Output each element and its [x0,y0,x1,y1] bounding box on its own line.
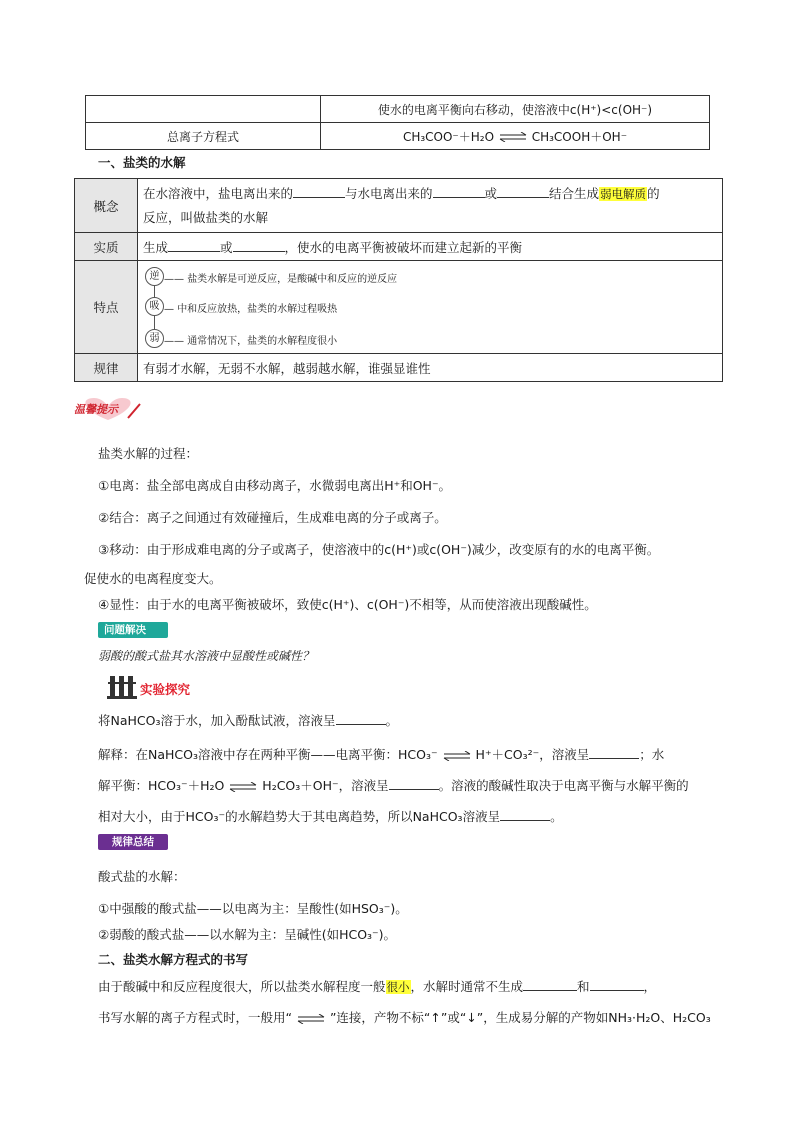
essence-text-c: ，使水的电离平衡被破坏而建立起新的平衡 [284,239,523,255]
writing-text-d: ， [643,979,657,994]
explanation-text-c: ；水 [639,747,665,762]
explanation-line-2 [98,776,689,794]
essence-label: 实质 [75,233,138,261]
concept-text-b: 与水电离出来的 [345,185,433,201]
process-item-4: ④显性：由于水的电离平衡被破坏，致使c(H⁺)、c(OH⁻)不相等，从而使溶液出现酸碱性。 [98,597,597,612]
explanation-text-d: 解平衡：HCO₃⁻＋H₂O [98,778,225,793]
feature-text-0: 盐类水解是可逆反应，是酸碱中和反应的逆反应 [187,274,398,285]
reversible-arrow-icon [498,132,528,142]
writing-text-a: 由于酸碱中和反应程度很大，所以盐类水解程度一般 [98,979,386,994]
concept-text-a: 在水溶液中，盐电离出来的 [143,185,294,201]
blank [497,187,549,198]
rule-summary-tag: 规律总结 [98,834,168,850]
concept-text-e: 的 [647,185,660,201]
essence-cell [138,233,723,261]
top-table-empty-cell [86,96,321,123]
explanation-text-f: 。溶液的酸碱性取决于电离平衡与水解平衡的 [438,778,689,793]
feature-text-endothermic: — 中和反应放热，盐类的水解过程吸热 [164,304,338,315]
section-1-title: 一、盐类的水解 [98,155,186,170]
experiment-text-b: 。 [385,713,399,728]
acid-salt-item-2: ②弱酸的酸式盐——以水解为主：呈碱性(如HCO₃⁻)。 [98,927,397,942]
process-item-1: ①电离：盐全部电离成自由移动离子，水微弱电离出H⁺和OH⁻。 [98,478,452,493]
experiment-text-a: 将NaHCO₃溶于水，加入酚酞试液，溶液呈 [98,713,336,728]
blank [168,241,220,252]
feature-label: 特点 [75,261,138,354]
feature-cell [138,261,723,354]
equation-left: CH₃COO⁻＋H₂O [402,129,495,144]
acid-salt-title: 酸式盐的水解： [98,869,186,884]
highlight-very-small: 很小 [386,980,410,994]
experiment-line-1 [98,711,398,729]
concept-text-f: 反应，叫做盐类的水解 [143,209,269,225]
process-item-3a: ③移动：由于形成难电离的分子或离子，使溶液中的c(H⁺)或c(OH⁻)减少，改变原有的水的电离平衡。 [98,542,660,557]
feature-mark-reversible: 逆 [145,267,164,286]
concept-text-c: 或 [484,185,498,201]
reversible-arrow-icon [442,751,472,761]
feature-text-reversible: —— 盐类水解是可逆反应，是酸碱中和反应的逆反应 [164,274,398,285]
explanation-line-3 [98,807,563,825]
writing-text-f: ”连接，产物不标“↑”或“↓”，生成易分解的产物如NH₃·H₂O、H₂CO₃ [329,1010,711,1025]
writing-text-e: 书写水解的离子方程式时，一般用“ [98,1010,292,1025]
writing-text-c: 和 [577,979,590,994]
problem-solving-tag: 问题解决 [98,622,168,638]
explanation-text-a: 解释：在NaHCO₃溶液中存在两种平衡——电离平衡：HCO₃⁻ [98,747,438,762]
blank [523,980,577,991]
top-table [85,95,710,150]
tip-logo [72,396,144,422]
feature-text-1: 中和反应放热，盐类的水解过程吸热 [177,304,338,315]
question-text: 弱酸的酸式盐其水溶液中显酸性或碱性？ [98,649,315,663]
blank [589,748,639,759]
rule-cell: 有弱才水解，无弱不水解，越弱越水解，谁强显谁性 [138,354,723,382]
blank [293,187,345,198]
feature-text-weak: —— 通常情况下，盐类的水解程度很小 [164,336,338,347]
blank [389,779,439,790]
total-ionic-equation-label: 总离子方程式 [86,123,321,150]
process-title: 盐类水解的过程： [98,446,199,461]
top-table-effect-cell: 使水的电离平衡向右移动，使溶液中c(H⁺)<c(OH⁻) [321,96,710,123]
total-ionic-equation [321,123,710,150]
concept-table [74,178,723,382]
highlight-weak-electrolyte: 弱电解质 [600,186,647,201]
explanation-text-g: 相对大小，由于HCO₃⁻的水解趋势大于其电离趋势，所以NaHCO₃溶液呈 [98,809,501,824]
essence-text-a: 生成 [143,239,169,255]
explanation-line-1 [98,745,664,763]
reversible-arrow-icon [228,782,258,792]
test-tubes-icon [106,674,138,700]
blank [336,714,386,725]
blank [433,187,485,198]
feature-diagram [138,261,722,353]
rule-label: 规律 [75,354,138,382]
explanation-text-e: H₂CO₃＋OH⁻，溶液呈 [262,778,389,793]
concept-cell [138,179,723,233]
essence-text-b: 或 [220,239,233,255]
feature-text-2: 通常情况下，盐类的水解程度很小 [187,336,338,347]
tip-logo-text: 温馨提示 [74,403,118,416]
writing-line-2 [98,1008,711,1026]
reversible-arrow-icon [296,1014,326,1024]
section-2-title: 二、盐类水解方程式的书写 [98,952,249,967]
acid-salt-item-1: ①中强酸的酸式盐——以电离为主：呈酸性(如HSO₃⁻)。 [98,901,408,916]
process-item-3b: 促使水的电离程度变大。 [84,571,222,586]
explanation-text-b: H⁺＋CO₃²⁻，溶液呈 [475,747,590,762]
blank [590,980,644,991]
concept-label: 概念 [75,179,138,233]
process-item-2: ②结合：离子之间通过有效碰撞后，生成难电离的分子或离子。 [98,510,447,525]
lab-title: 实验探究 [140,682,191,697]
concept-text-d: 结合生成 [549,185,600,201]
explanation-text-h: 。 [550,809,563,824]
equation-right: CH₃COOH＋OH⁻ [531,129,628,144]
writing-text-b: ，水解时通常不生成 [410,979,524,994]
feature-mark-endothermic: 吸 [145,297,164,316]
writing-line-1 [98,977,656,995]
feature-mark-weak: 弱 [145,329,164,348]
blank [500,810,550,821]
blank [233,241,285,252]
